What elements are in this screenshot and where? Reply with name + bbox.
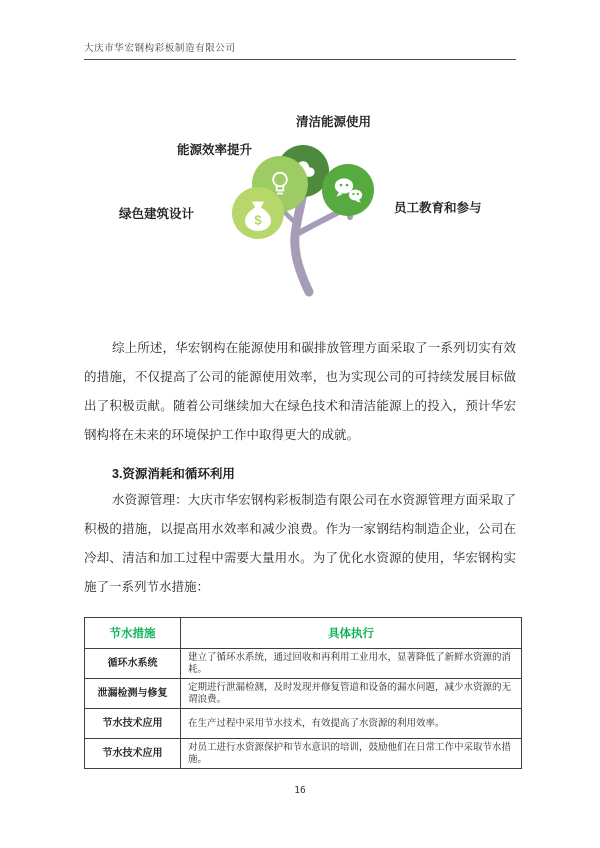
- green-building-circle: [232, 187, 284, 239]
- detail-cell: 定期进行泄漏检测，及时发现并修复管道和设备的漏水问题，减少水资源的无谓浪费。: [181, 679, 522, 709]
- table-row: [85, 709, 522, 739]
- measure-cell: 节水技术应用: [85, 739, 181, 769]
- diagram-label-green-building: 绿色建筑设计: [119, 207, 195, 221]
- detail-cell: 对员工进行水资源保护和节水意识的培训，鼓励他们在日常工作中采取节水措施。: [181, 739, 522, 769]
- summary-paragraph: 综上所述，华宏钢构在能源使用和碳排放管理方面采取了一系列切实有效的措施，不仅提高了公司的能源使用效率，也为实现公司的可持续发展目标做出了积极贡献。随着公司继续加大在绿色技术和清洁能源上的投入，预计华宏钢构将在未来的环境保护工作中取得更大的成就。: [84, 341, 516, 442]
- table-header-measure: 节水措施: [85, 618, 181, 649]
- esg-tree-diagram: [85, 105, 515, 301]
- page-header: [84, 40, 516, 60]
- table-row: [85, 649, 522, 679]
- diagram-label-energy-efficiency: 能源效率提升: [177, 143, 253, 157]
- measure-cell: 循环水系统: [85, 649, 181, 679]
- water-management-paragraph: 水资源管理：大庆市华宏钢构彩板制造有限公司在水资源管理方面采取了积极的措施，以提高用水效率和减少浪费。作为一家钢结构制造企业，公司在冷却、清洁和加工过程中需要大量用水。为了优化水资源的使用，华宏钢构实施了一系列节水措施：: [84, 493, 516, 594]
- table-header-row: [85, 618, 522, 649]
- detail-cell: 建立了循环水系统，通过回收和再利用工业用水，显著降低了新鲜水资源的消耗。: [181, 649, 522, 679]
- diagram-label-employee-engagement: 员工教育和参与: [394, 201, 482, 215]
- table-row: [85, 679, 522, 709]
- detail-cell: 在生产过程中采用节水技术，有效提高了水资源的利用效率。: [181, 709, 522, 739]
- employee-circle: [322, 164, 374, 216]
- water-saving-table: [84, 617, 522, 769]
- measure-cell: 节水技术应用: [85, 709, 181, 739]
- measure-cell: 泄漏检测与修复: [85, 679, 181, 709]
- dollar-sign: $: [254, 212, 262, 228]
- diagram-label-clean-energy: 清洁能源使用: [296, 115, 372, 129]
- table-header-detail: 具体执行: [181, 618, 522, 649]
- section-heading: 3.资源消耗和循环利用: [112, 467, 235, 481]
- table-row: [85, 739, 522, 769]
- page-number: 16: [294, 785, 306, 796]
- header-company-name: 大庆市华宏钢构彩板制造有限公司: [84, 44, 236, 54]
